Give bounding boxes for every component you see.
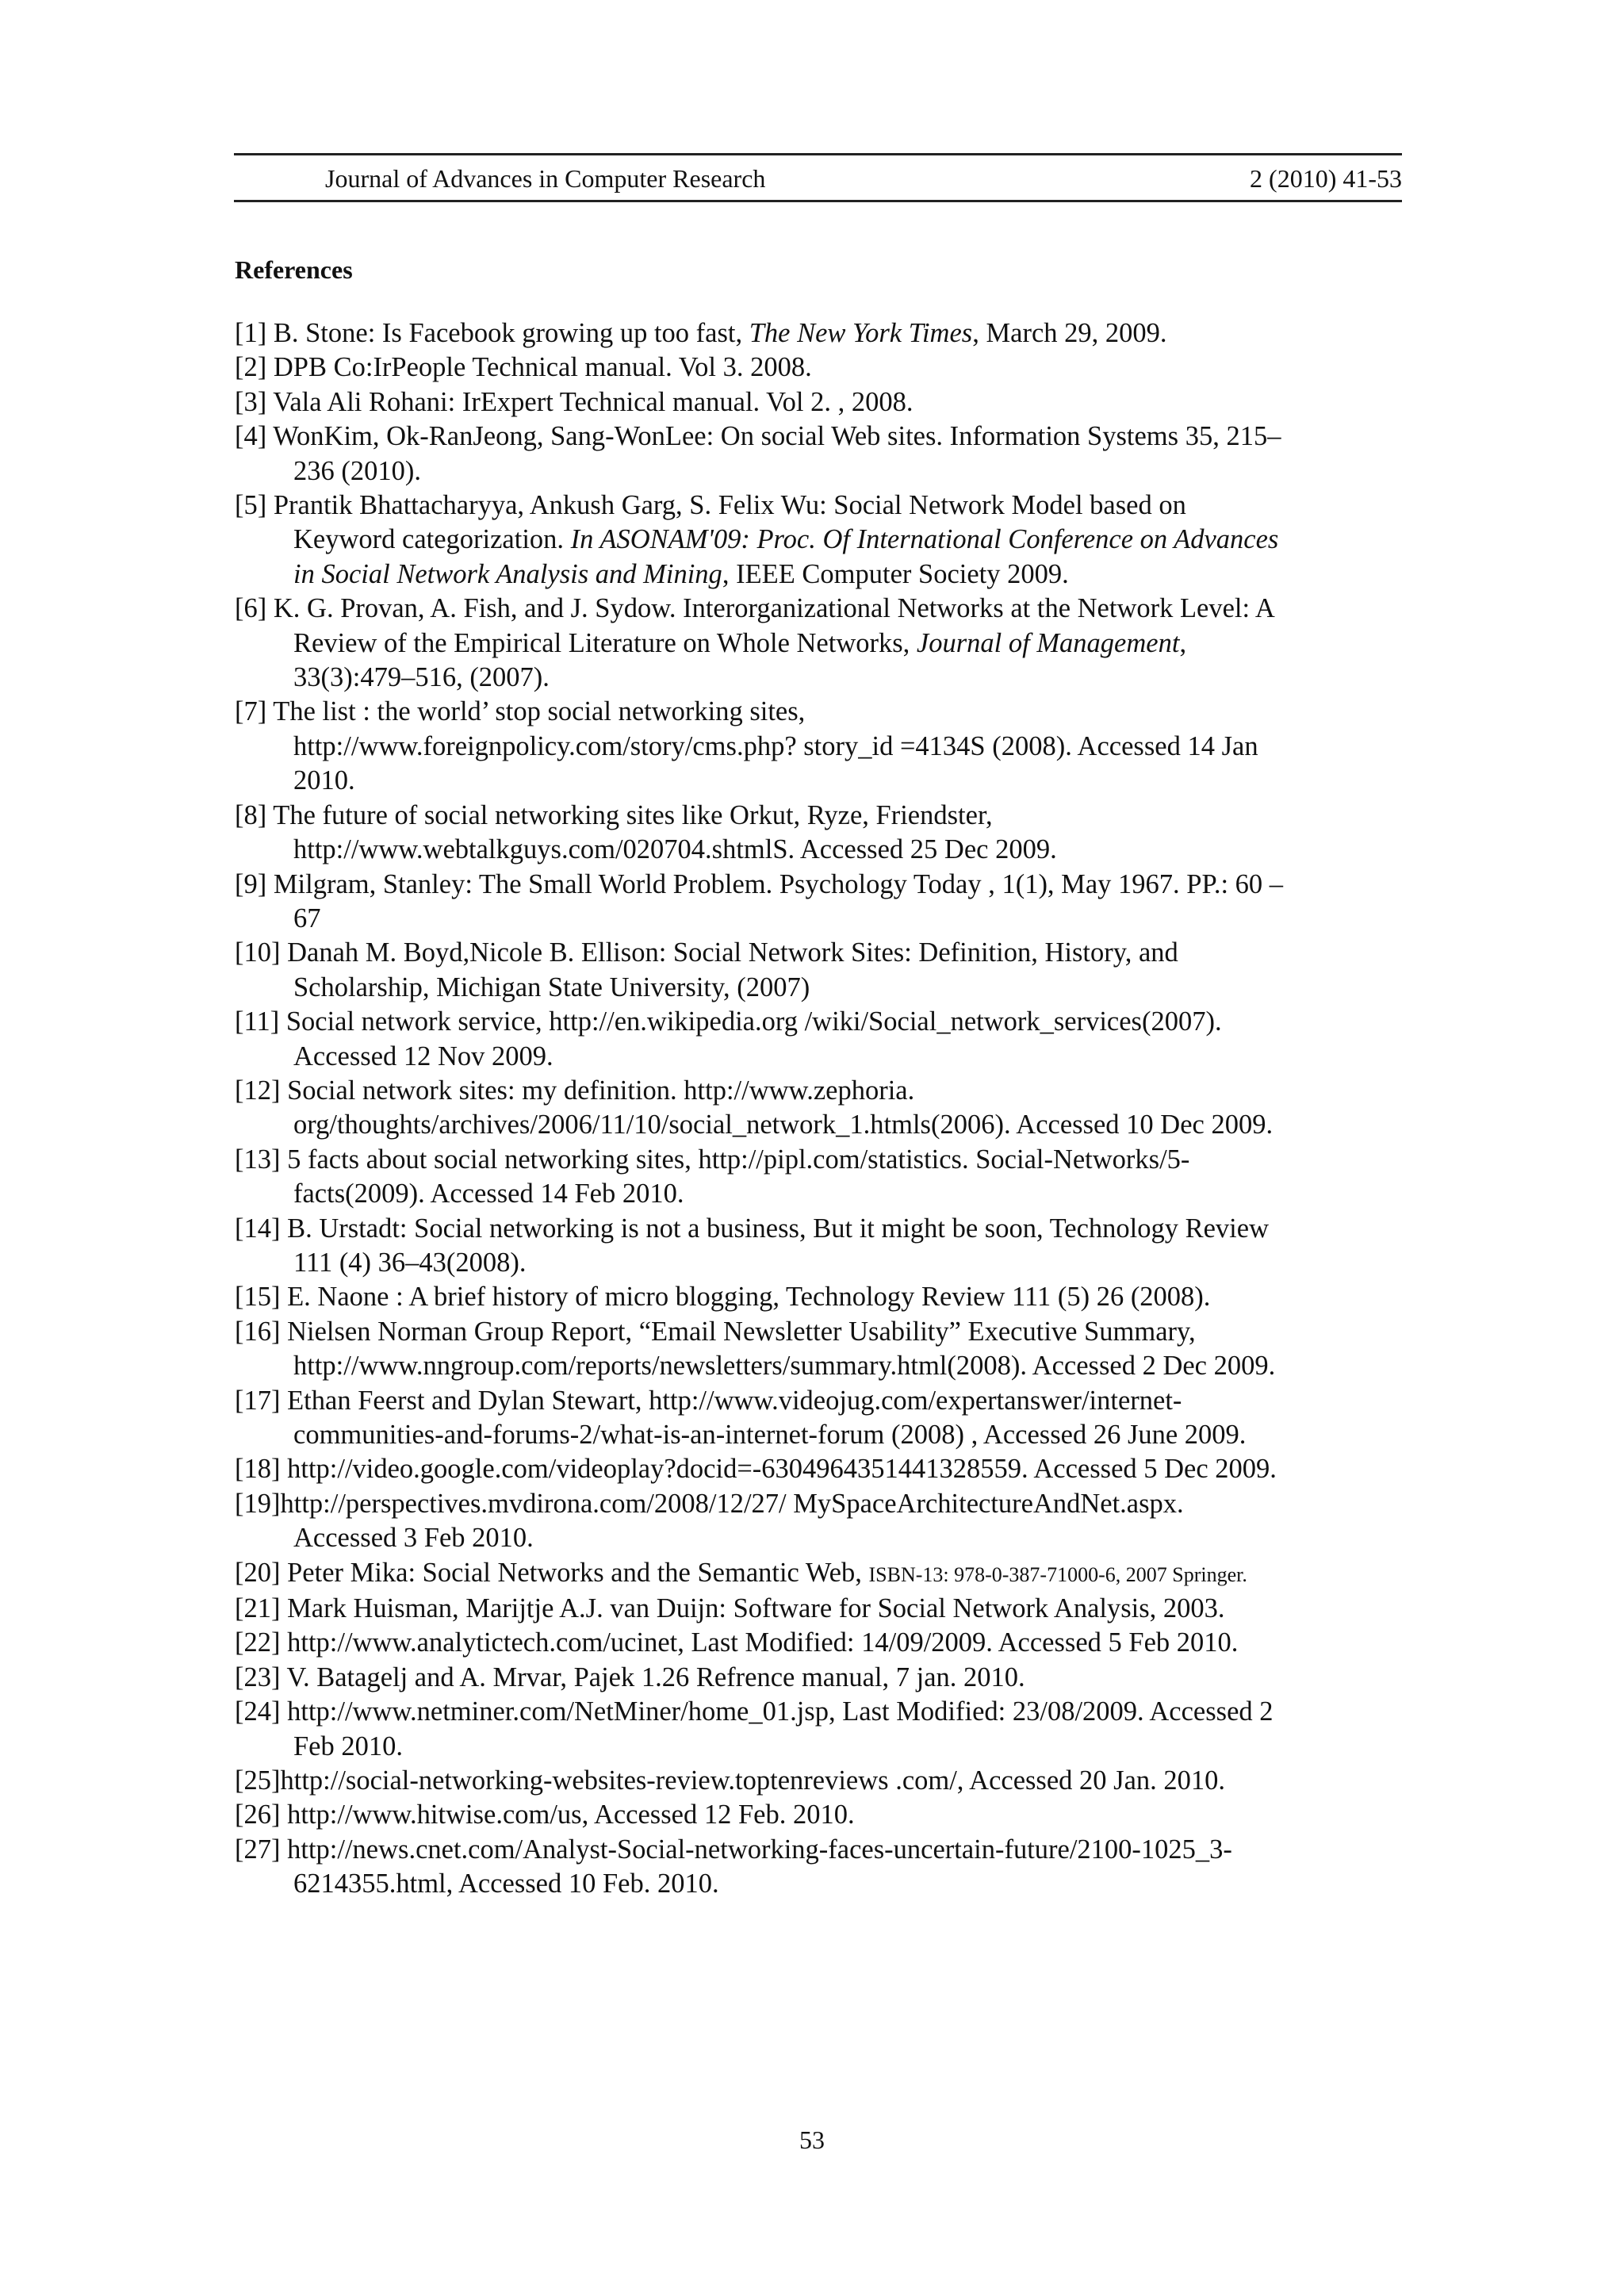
reference-text: http://video.google.com/videoplay?docid=-6304964351441328559. Accessed 5 Dec 2009. — [287, 1454, 1277, 1485]
reference-text: http://www.analytictech.com/ucinet, Last Modified: 14/09/2009. Accessed 5 Feb 2010. — [287, 1627, 1239, 1658]
reference-number: [24] — [235, 1696, 281, 1727]
reference-text: http://www.hitwise.com/us, Accessed 12 Feb. 2010. — [287, 1800, 855, 1830]
reference-item — [235, 868, 1404, 937]
reference-number: [25] — [235, 1765, 281, 1796]
reference-text: 33(3):479–516, (2007). — [293, 662, 550, 693]
reference-text: In ASONAM'09: Proc. Of International Conference on Advances — [570, 524, 1279, 555]
reference-text: Social network sites: my definition. http://www.zephoria. — [287, 1075, 915, 1106]
reference-number: [9] — [235, 868, 267, 899]
reference-item — [235, 1005, 1404, 1074]
reference-text: http://news.cnet.com/Analyst-Social-networking-faces-uncertain-future/2100-1025_3- — [287, 1834, 1232, 1865]
reference-item — [235, 1143, 1404, 1212]
reference-text: Vala Ali Rohani: IrExpert Technical manual. Vol 2. , 2008. — [273, 386, 914, 417]
reference-number: [2] — [235, 352, 267, 383]
reference-item — [235, 592, 1404, 695]
reference-item — [235, 1661, 1404, 1695]
reference-number: [23] — [235, 1662, 281, 1692]
section-title: References — [235, 255, 353, 284]
reference-number: [17] — [235, 1385, 281, 1416]
reference-text: http://social-networking-websites-review.toptenreviews .com/, Accessed 20 Jan. 2010. — [280, 1765, 1226, 1796]
page-number: 53 — [799, 2125, 825, 2154]
reference-text: 5 facts about social networking sites, http://pipl.com/statistics. Social-Networks/5- — [287, 1144, 1190, 1175]
reference-text: B. Urstadt: Social networking is not a business, But it might be soon, Technology Review — [287, 1213, 1269, 1244]
reference-text: Mark Huisman, Marijtje A.J. van Duijn: Software for Social Network Analysis, 2003. — [287, 1593, 1225, 1624]
reference-text: B. Stone: Is Facebook growing up too fast, — [273, 318, 749, 348]
reference-text: The future of social networking sites like Orkut, Ryze, Friendster, — [273, 799, 993, 830]
reference-number: [11] — [235, 1006, 280, 1037]
reference-text: DPB Co:IrPeople Technical manual. Vol 3. 2008. — [273, 352, 812, 383]
reference-number: [19] — [235, 1488, 281, 1519]
reference-number: [5] — [235, 490, 267, 521]
reference-text: The list : the world’ stop social networking sites, — [273, 696, 806, 727]
reference-number: [26] — [235, 1800, 281, 1830]
reference-text: communities-and-forums-2/what-is-an-internet-forum (2008) , Accessed 26 June 2009. — [293, 1420, 1247, 1450]
reference-text: Peter Mika: Social Networks and the Semantic Web, — [287, 1557, 869, 1588]
reference-text: http://www.netminer.com/NetMiner/home_01.jsp, Last Modified: 23/08/2009. Accessed 2 — [287, 1696, 1274, 1727]
reference-number: [10] — [235, 937, 281, 968]
reference-text: Social network service, http://en.wikipedia.org /wiki/Social_network_services(2007). — [285, 1006, 1222, 1037]
reference-number: [16] — [235, 1316, 281, 1347]
reference-text: The New York Times — [749, 318, 973, 348]
reference-item — [235, 1487, 1404, 1556]
reference-text: V. Batagelj and A. Mrvar, Pajek 1.26 Refrence manual, 7 jan. 2010. — [286, 1662, 1025, 1692]
reference-text: Scholarship, Michigan State University, (2007) — [293, 972, 810, 1002]
reference-number: [14] — [235, 1213, 281, 1244]
volume-pages: 2 (2010) 41-53 — [1250, 164, 1402, 193]
reference-item — [235, 1074, 1404, 1143]
reference-text: Journal of Management — [916, 627, 1180, 658]
reference-number: [1] — [235, 318, 267, 348]
reference-text: 67 — [293, 903, 321, 933]
reference-number: [27] — [235, 1834, 281, 1865]
reference-item — [235, 1384, 1404, 1453]
reference-text: , — [1179, 627, 1187, 658]
reference-number: [21] — [235, 1593, 281, 1624]
reference-item — [235, 420, 1404, 489]
reference-number: [12] — [235, 1075, 281, 1106]
reference-text: Nielsen Norman Group Report, “Email Newsletter Usability” Executive Summary, — [287, 1316, 1196, 1347]
reference-item — [235, 1556, 1404, 1592]
reference-item — [235, 385, 1404, 420]
reference-number: [3] — [235, 386, 267, 417]
reference-text: 6214355.html, Accessed 10 Feb. 2010. — [293, 1869, 719, 1899]
reference-text: org/thoughts/archives/2006/11/10/social_network_1.htmls(2006). Accessed 10 Dec 2009. — [293, 1110, 1274, 1140]
reference-number: [15] — [235, 1282, 281, 1313]
reference-number: [7] — [235, 696, 267, 727]
reference-text: http://perspectives.mvdirona.com/2008/12/27/ MySpaceArchitectureAndNet.aspx. — [280, 1488, 1184, 1519]
reference-item — [235, 1695, 1404, 1764]
reference-number: [22] — [235, 1627, 281, 1658]
reference-number: [6] — [235, 593, 267, 624]
reference-item — [235, 936, 1404, 1005]
reference-number: [8] — [235, 799, 267, 830]
reference-text: http://www.nngroup.com/reports/newsletters/summary.html(2008). Accessed 2 Dec 2009. — [293, 1351, 1276, 1382]
reference-text: Accessed 12 Nov 2009. — [293, 1041, 553, 1071]
reference-number: [4] — [235, 421, 267, 452]
running-header — [234, 153, 1402, 202]
reference-text: 2010. — [293, 765, 355, 796]
reference-text: Review of the Empirical Literature on Whole Networks, — [293, 627, 917, 658]
reference-text: facts(2009). Accessed 14 Feb 2010. — [293, 1179, 684, 1209]
reference-text: Accessed 3 Feb 2010. — [293, 1523, 534, 1554]
reference-text: http://www.foreignpolicy.com/story/cms.php? story_id =4134S (2008). Accessed 14 Jan — [293, 730, 1258, 761]
reference-item — [235, 1764, 1404, 1798]
reference-text: http://www.webtalkguys.com/020704.shtmlS. Accessed 25 Dec 2009. — [293, 834, 1057, 865]
reference-text: Danah M. Boyd,Nicole B. Ellison: Social Network Sites: Definition, History, and — [287, 937, 1178, 968]
reference-text: Feb 2010. — [293, 1731, 403, 1761]
reference-item — [235, 351, 1404, 385]
reference-text: Prantik Bhattacharyya, Ankush Garg, S. Felix Wu: Social Network Model based on — [273, 490, 1186, 521]
reference-number: [13] — [235, 1144, 281, 1175]
journal-title: Journal of Advances in Computer Research — [325, 164, 766, 193]
reference-text: Ethan Feerst and Dylan Stewart, http://www.videojug.com/expertanswer/internet- — [287, 1385, 1182, 1416]
reference-item — [235, 1798, 1404, 1832]
reference-item — [235, 316, 1404, 351]
reference-text: K. G. Provan, A. Fish, and J. Sydow. Interorganizational Networks at the Network Level: A — [273, 593, 1275, 624]
reference-text: in Social Network Analysis and Mining — [293, 558, 722, 589]
reference-text: Keyword categorization. — [293, 524, 571, 555]
reference-text: Milgram, Stanley: The Small World Problem. Psychology Today , 1(1), May 1967. PP.: 60 – — [273, 868, 1284, 899]
reference-item — [235, 1212, 1404, 1281]
reference-item — [235, 1452, 1404, 1486]
reference-text: , IEEE Computer Society 2009. — [722, 558, 1069, 589]
reference-item — [235, 1626, 1404, 1660]
reference-number: [18] — [235, 1454, 281, 1485]
reference-item — [235, 799, 1404, 868]
reference-list — [235, 316, 1404, 1902]
reference-text: 111 (4) 36–43(2008). — [293, 1247, 527, 1278]
reference-item — [235, 1315, 1404, 1384]
reference-text: ISBN-13: 978-0-387-71000-6, 2007 Springer. — [868, 1562, 1247, 1586]
reference-item — [235, 1592, 1404, 1626]
reference-text: , March 29, 2009. — [972, 318, 1167, 348]
reference-item — [235, 695, 1404, 798]
reference-item — [235, 1280, 1404, 1314]
reference-text: E. Naone : A brief history of micro blogging, Technology Review 111 (5) 26 (2008). — [287, 1282, 1211, 1313]
reference-text: 236 (2010). — [293, 455, 421, 486]
reference-item — [235, 1833, 1404, 1902]
reference-number: [20] — [235, 1557, 281, 1588]
reference-item — [235, 489, 1404, 592]
reference-text: WonKim, Ok-RanJeong, Sang-WonLee: On social Web sites. Information Systems 35, 215– — [273, 421, 1281, 452]
